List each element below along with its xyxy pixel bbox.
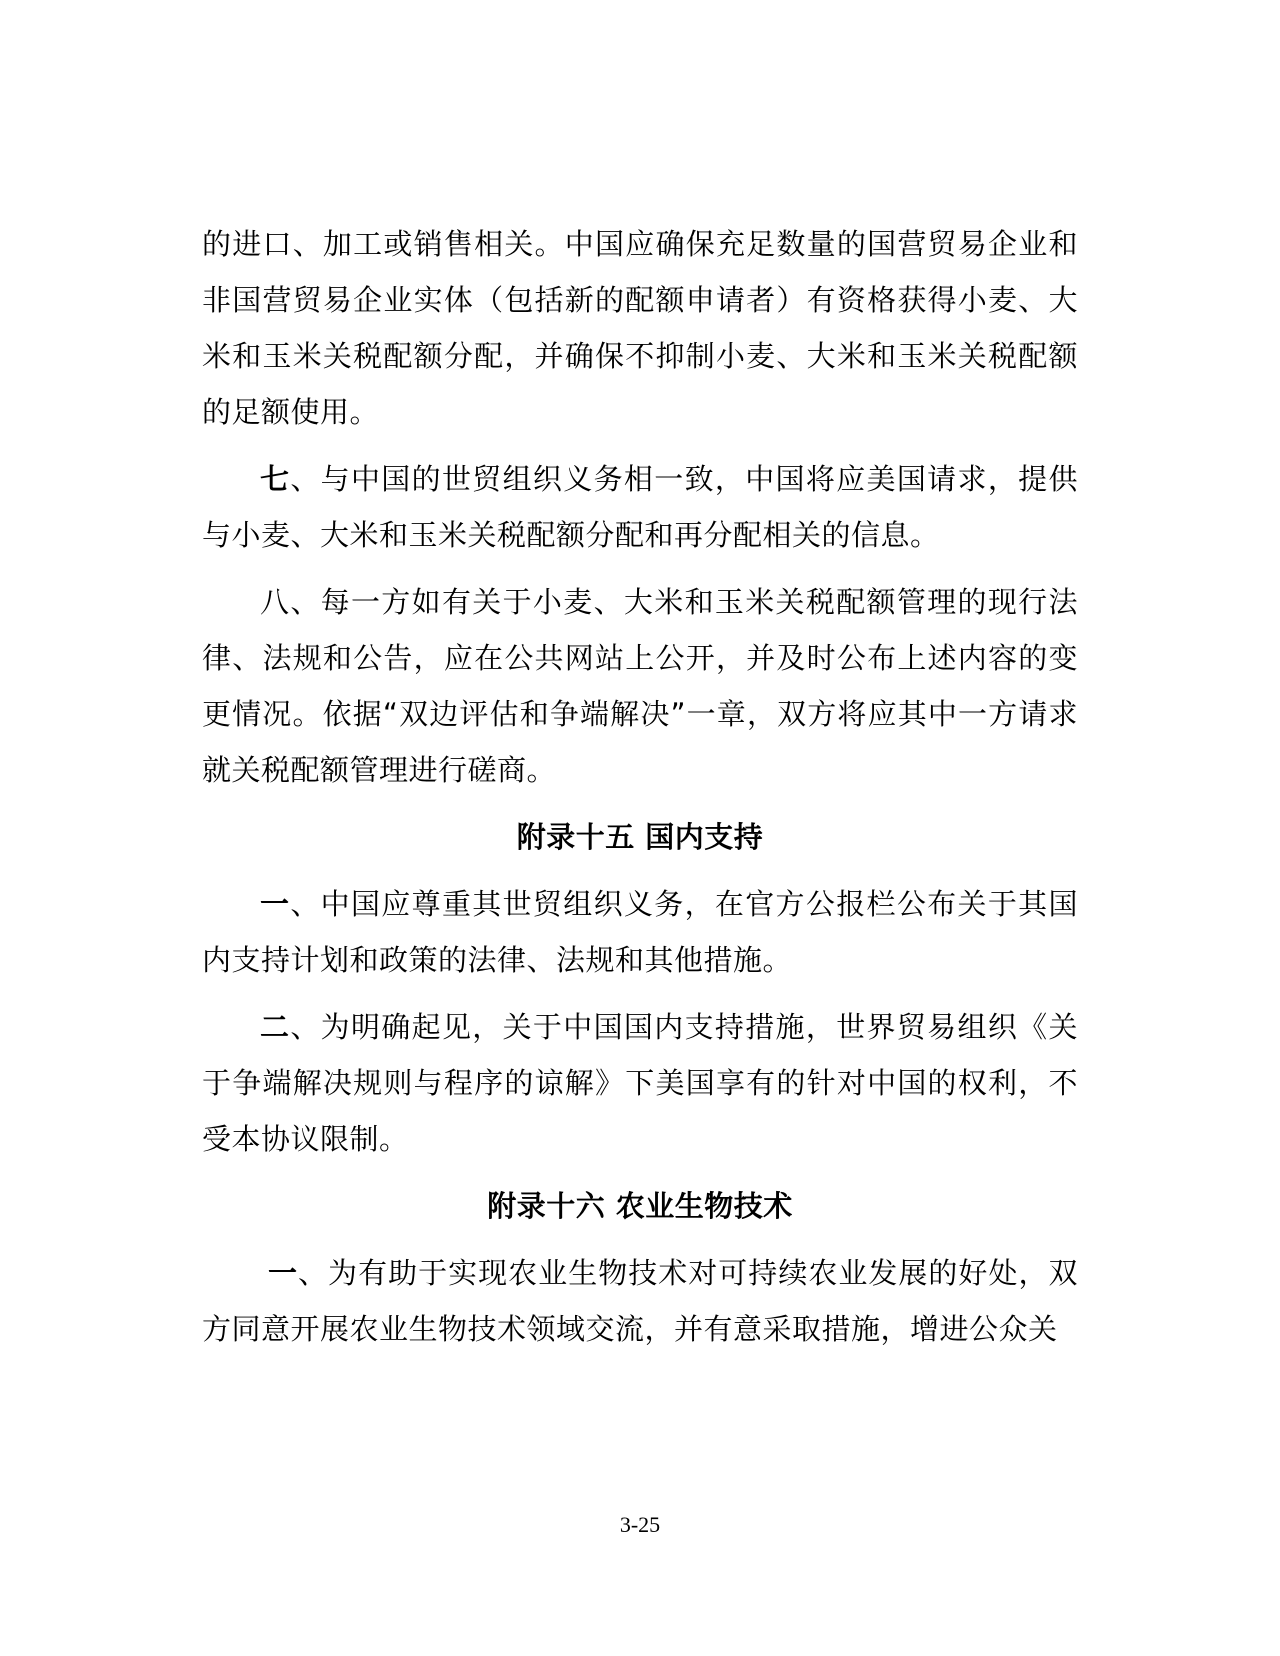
paragraph-text: 八、每一方如有关于小麦、大米和玉米关税配额管理的现行法律、法规和公告，应在公共网站上公开，并及时公布上述内容的变更情况。依据“双边评估和争端解决”一章，双方将应其中一方请求就关税配额管理进行磋商。 xyxy=(202,585,1078,787)
paragraph-lead: 二 xyxy=(260,1010,291,1044)
paragraph-text: 、为明确起见，关于中国国内支持措施，世界贸易组织《关于争端解决规则与程序的谅解》下美国享有的针对中国的权利，不受本协议限制。 xyxy=(202,1010,1078,1156)
paragraph-lead: 七 xyxy=(260,462,291,496)
paragraph-appendix-16-item-1 xyxy=(202,1245,1078,1357)
document-body xyxy=(202,216,1078,1368)
paragraph-item-eight xyxy=(202,574,1078,798)
paragraph-text: 、为有助于实现农业生物技术对可持续农业发展的好处，双方同意开展农业生物技术领域交流，并有意采取措施，增进公众关 xyxy=(202,1256,1078,1346)
paragraph-appendix-15-item-2 xyxy=(202,999,1078,1167)
page-number: 3-25 xyxy=(619,1512,661,1537)
paragraph-item-seven xyxy=(202,451,1078,563)
section-heading-appendix-16: 附录十六 农业生物技术 xyxy=(487,1189,793,1223)
section-heading-appendix-15: 附录十五 国内支持 xyxy=(516,820,764,854)
paragraph-text: 的进口、加工或销售相关。中国应确保充足数量的国营贸易企业和非国营贸易企业实体（包括新的配额申请者）有资格获得小麦、大米和玉米关税配额分配，并确保不抑制小麦、大米和玉米关税配额的足额使用。 xyxy=(202,227,1078,429)
paragraph-continuation xyxy=(202,216,1078,440)
paragraph-lead: 一 xyxy=(268,1256,299,1290)
paragraph-lead: 一 xyxy=(260,887,291,921)
paragraph-text: 、中国应尊重其世贸组织义务，在官方公报栏公布关于其国内支持计划和政策的法律、法规和其他措施。 xyxy=(202,887,1078,977)
paragraph-appendix-15-item-1 xyxy=(202,876,1078,988)
paragraph-text: 、与中国的世贸组织义务相一致，中国将应美国请求，提供与小麦、大米和玉米关税配额分配和再分配相关的信息。 xyxy=(202,462,1078,552)
